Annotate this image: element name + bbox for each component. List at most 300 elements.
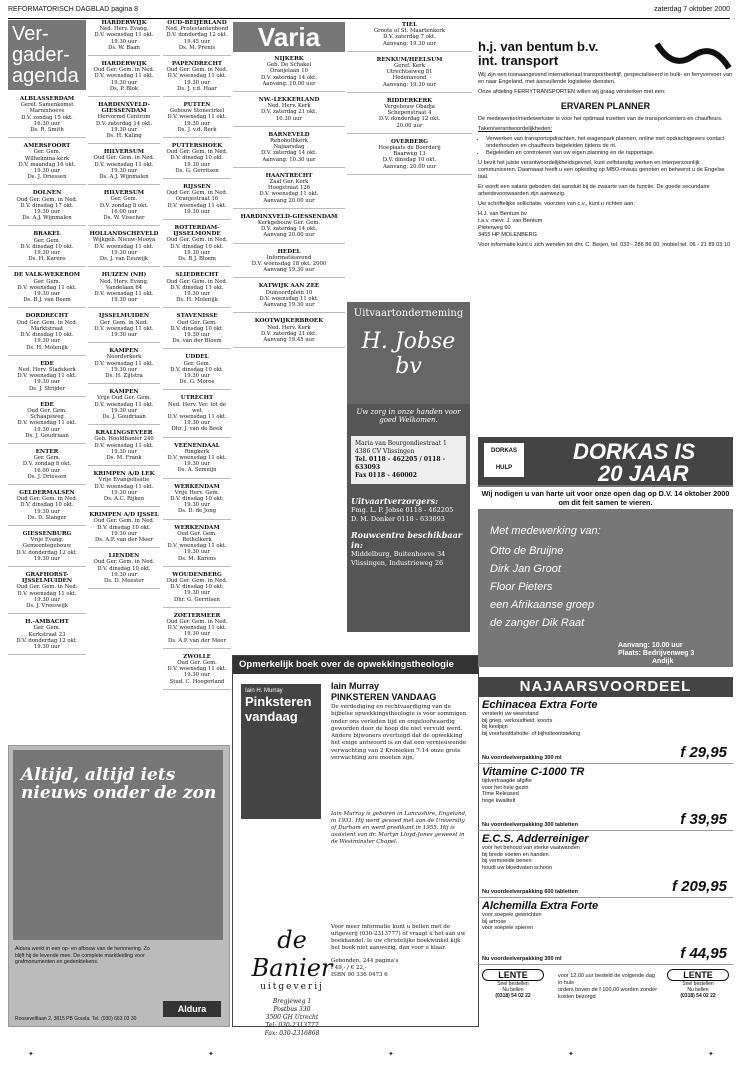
agenda-entry <box>233 249 345 279</box>
dorkas-title-2: 20 JAAR <box>598 461 689 486</box>
entry-place: PAPENDRECHT <box>171 61 223 68</box>
product-deal: Nu voordeelverpakking 600 tabletten <box>482 889 578 895</box>
jobse-tel: Tel. 0118 - 462205 / 0118 - 633093 <box>355 456 446 471</box>
jobse-top-label: Uitvaartonderneming <box>353 308 464 319</box>
price-line-3: ISBN 90 336 0473 6 <box>331 972 388 978</box>
entry-line: Ds. B.J. Bloem <box>178 256 216 263</box>
entry-line: Ned. Herv. Evang. <box>99 278 149 285</box>
entry-line: Oud Ger. Gem. in Ned. <box>16 496 78 503</box>
register-mark-icon: ✦ <box>708 1051 714 1058</box>
dorkas-person-3: Floor Pieters <box>490 581 553 593</box>
publisher-name: de Banier <box>251 926 333 982</box>
entry-line: D.V. woensdag 11 okt. <box>259 295 319 302</box>
entry-line: D.V. woensdag 11 okt. <box>167 454 227 461</box>
entry-line: D.V. woensdag 18 okt. 2000 <box>251 261 327 268</box>
agenda-entry <box>233 283 345 313</box>
entry-line: Ds. M. Frank <box>106 454 142 461</box>
book-cover <box>241 684 321 819</box>
entry-line: Dhr. J. van de Beek <box>171 426 223 433</box>
agenda-entry <box>88 190 160 226</box>
register-mark-icon: ✦ <box>28 1051 34 1058</box>
agenda-entry <box>163 354 231 390</box>
entry-line: D.V. zondag 8 okt. <box>99 202 149 209</box>
entry-line: 10.30 uur <box>275 115 303 122</box>
lente-footer <box>478 969 733 1019</box>
entry-place: HARDERWIJK <box>101 61 147 68</box>
entry-line: Ger. Gem. in Ned. <box>99 319 149 326</box>
order-text: Voor meer informatie kunt u bellen met de uitgeverij (030-2313777) of vraagt u het aan uw boekhandel. Ie uw christelijke boekwinkel kijk het boek niet aanwezig, dan voor u klaar. <box>331 924 466 951</box>
publisher-sub: uitgeverij <box>260 982 324 992</box>
entry-line: 19.30 uur <box>183 420 211 427</box>
agenda-entry <box>8 272 86 308</box>
agenda-entry <box>88 389 160 425</box>
entry-line: Ned. Herv. Stadskerk <box>18 366 76 373</box>
entry-line: Ds. H. Kaling <box>106 133 142 140</box>
entry-line: D.V. woensdag 11 okt. <box>167 666 227 673</box>
entry-line: Wilhelmina-kerk <box>24 155 70 162</box>
jobse-contact <box>351 436 466 484</box>
agenda-title-line-2: gader- <box>12 44 70 66</box>
entry-line: Oud Ger. Gem. in Ned. <box>93 559 155 566</box>
entry-place: KRIMPEN A/D LEK <box>93 471 155 478</box>
entry-place: BRAKEL <box>33 231 61 238</box>
apply-address-3: Pieterweg 60 <box>478 225 511 231</box>
entry-line: 19.30 uur <box>33 250 61 257</box>
agenda-entry <box>88 20 160 56</box>
lente-right-line-2: Nu bellen <box>687 987 709 993</box>
entry-place: TIEL <box>401 22 418 28</box>
agenda-column-2 <box>88 20 160 740</box>
varia-list-2 <box>347 22 472 175</box>
product-list <box>478 697 733 965</box>
running-header <box>8 6 730 19</box>
entry-line: 19.30 uur <box>110 297 138 304</box>
agenda-entry <box>233 318 345 348</box>
entry-line: Aanvang 20.00 uur <box>263 197 315 204</box>
entry-line: Oud Ger. Gem. in Ned. <box>16 319 78 326</box>
product-feature: bij brede voeten en handen <box>482 851 549 858</box>
agenda-entry <box>163 484 231 520</box>
agenda-title-line-1: Ver- <box>12 23 49 45</box>
entry-place: OUD-BEIJERLAND <box>167 20 227 26</box>
entry-line: 20.00 uur <box>396 122 423 129</box>
varia-list-1 <box>233 56 345 348</box>
entry-line: D.V. woensdag 11 okt. <box>94 442 154 449</box>
product-deal: Nu voordeelverpakking 300 ml <box>482 755 562 761</box>
lente-left-line-1: Snel bestellen <box>497 981 529 987</box>
agenda-entry <box>163 272 231 308</box>
entry-line: Oud Ger. Gem. in Ned. <box>166 190 228 197</box>
publisher-address <box>247 998 337 1038</box>
agenda-entry <box>88 553 160 589</box>
entry-place: RENKUM/HEELSUM <box>376 56 443 63</box>
entry-place: PUTTERSHOEK <box>171 143 223 150</box>
entry-place: EDE <box>40 360 54 367</box>
product-price: f 44,95 <box>680 945 727 962</box>
entry-line: Ds. A. Semeijn <box>177 467 217 474</box>
entry-line: D.V. donderdag 12 okt. <box>378 116 441 123</box>
product-feature: voor het hele gezin <box>482 784 529 791</box>
entry-line: Ds. J. Strijder <box>28 385 66 392</box>
entry-line: D.V. dinsdag 10 okt. <box>20 502 74 509</box>
entry-line: 19.30 uur <box>110 489 138 496</box>
dorkas-person-2: Dirk Jan Groot <box>490 563 561 575</box>
agenda-column-1 <box>8 20 86 740</box>
entry-line: Ds. A.J. Wijnmalen <box>22 215 72 222</box>
agenda-entry <box>88 430 160 466</box>
memorial-text: Aldura werkt in een op- en afbouw van de herinnering. Zo blijft hij de levende mee. De complete marktleiding voor grafmonumenten en gedenktekens. <box>15 946 150 965</box>
entry-line: Najaarsdag <box>273 144 305 151</box>
agenda-entry <box>163 184 231 220</box>
entry-place: BARNEVELD <box>268 131 310 138</box>
entry-line: D.V. dinsdag 10 okt. <box>170 155 224 162</box>
entry-line: 19.30 uur <box>183 461 211 468</box>
agenda-entry <box>8 490 86 526</box>
agenda-entry <box>233 56 345 92</box>
entry-line: 16.00 uur <box>33 467 61 474</box>
entry-line: Ger. Gem. <box>33 149 61 156</box>
entry-line: Ds. J. van Eeuwijk <box>99 256 149 263</box>
agenda-entry <box>8 143 86 185</box>
publisher-fax: Fax: 030-2316868 <box>264 1030 320 1037</box>
entry-line: Oranjestraat 16 <box>175 196 219 203</box>
entry-line: Ned. Protestantenbond <box>165 26 229 33</box>
jobse-place-1: Middelburg, Buitenhoeve 34 <box>351 550 446 558</box>
entry-place: STAVENISSE <box>176 313 218 320</box>
entry-line: Aanvang 19.45 uur <box>263 336 315 343</box>
entry-line: 19.30 uur <box>33 596 61 603</box>
entry-line: Ned. Herv. Ver. tot de wet <box>168 401 226 414</box>
entry-line: Duinoordplein 10 <box>265 289 313 296</box>
entry-line: 19.30 uur <box>183 549 211 556</box>
jobse-fax: Fax 0118 - 460002 <box>355 472 417 479</box>
entry-line: Oud Ger. Gem. in Ned. <box>93 67 155 74</box>
agenda-entry <box>347 98 472 134</box>
entry-place: HILVERSUM <box>103 190 145 197</box>
entry-line: Marnixhoeve <box>29 108 65 115</box>
varia-column-2 <box>347 22 472 297</box>
najaar-title: NAJAARSVOORDEEL <box>478 677 733 697</box>
entry-line: D.V. woensdag 11 okt. <box>259 191 319 198</box>
entry-line: D.V. woensdag 11 okt. <box>167 625 227 632</box>
entry-line: 19.30 uur <box>33 209 61 216</box>
apply-address-4: 3455 HP MOLENBERG <box>478 232 537 238</box>
agenda-entry <box>88 61 160 97</box>
entry-line: Ds. B.J. van Beem <box>23 297 71 304</box>
entry-line: Vrije Herv. Gem. <box>174 489 220 496</box>
entry-line: Ger. Gem. <box>33 455 61 462</box>
entry-line: Ds. D. Meester <box>104 578 144 585</box>
product-item <box>478 831 733 898</box>
entry-line: D.V. woensdag 11 okt. <box>94 32 154 39</box>
agenda-entry <box>88 102 160 144</box>
entry-place: NIJKERK <box>274 56 304 62</box>
entry-line: Zaal Ger. Kerk <box>269 179 309 186</box>
entry-line: D.V. dinsdag 17 okt. <box>20 202 74 209</box>
entry-line: Oud Ger. Gem. in Ned. <box>93 155 155 162</box>
entry-line: Vrije Evangelisatie <box>98 477 150 484</box>
product-deal: Nu voordeelverpakking 300 ml <box>482 956 562 962</box>
entry-line: Ger. Gem. <box>110 196 138 203</box>
apply-text: Uw schriftelijke sollicitatie, voorzien van c.v., kunt u richten aan: <box>478 201 635 207</box>
offer-text: Er wordt een salaris geboden dat aansluit bij de zwaarte van de functie. De goede secundaire arbeidsvoorwaarden zijn aanwezig. <box>478 184 710 197</box>
entry-line: Aanvang: 20.00 uur <box>382 163 437 170</box>
entry-line: 16.00 uur <box>110 208 138 215</box>
agenda-entry <box>163 225 231 267</box>
entry-line: Oud Ger. Gem. <box>177 319 217 326</box>
agenda-entry <box>163 102 231 138</box>
entry-line: 19.30 uur <box>33 379 61 386</box>
entry-place: HUIZEN (NH) <box>101 272 147 279</box>
profile-text: U bezit het juiste verantwoordelijkheidsgevoel, kunt zelfstandig werken en interpersoonlijk communiceren. Daarnaast heeft u een opleiding op MBO-niveau genoten en beheerst u de Engelse taal. <box>478 160 725 180</box>
product-feature: tijdvertraagde afgifte <box>482 778 532 784</box>
entry-line: Noorderkerk <box>106 354 142 361</box>
lente-right <box>667 969 729 999</box>
entry-place: HARDINXVELD-GIESSENDAM <box>240 213 338 220</box>
entry-line: D.V. woensdag 11 okt. <box>167 413 227 420</box>
jobse-place-2: Vlissingen, Industrieweg 26 <box>351 559 444 567</box>
entry-line: Ds. W. Visscher <box>103 215 145 222</box>
product-deal: Nu voordeelverpakking 300 tabletten <box>482 822 578 828</box>
lente-middle-2: orders boven de f 100,00 worden zonder kosten bezorgd <box>558 987 658 1000</box>
apply-address <box>478 211 733 239</box>
entry-line: Hedenavond <box>392 75 427 82</box>
task-item: • Verwerken van transportopdrachten, het wagenpark plannen, online met opdrachtgevers contact onderhouden en chauffeurs begeleiden tijdens de rit. <box>486 136 733 150</box>
vanbentum-sub: int. transport <box>478 53 559 68</box>
entry-line: 19.30 uur <box>183 120 211 127</box>
register-mark-icon: ✦ <box>388 1051 394 1058</box>
entry-place: NW.-LEKKERLAND <box>258 97 320 104</box>
entry-line: D.V. dinsdag 10 okt. <box>170 325 224 332</box>
agenda-entry <box>8 361 86 397</box>
publisher-address-3: 3500 GH Utrecht <box>265 1014 319 1021</box>
book-title: PINKSTEREN VANDAAG <box>331 692 437 702</box>
entry-place: GELDERMALSEN <box>19 489 75 496</box>
apply-address-1: H.J. van Bentum bv <box>478 211 527 217</box>
product-price: f 39,95 <box>680 811 727 828</box>
entry-line: Ds. G. Gerritsen <box>175 167 219 174</box>
agenda-entry <box>8 402 86 444</box>
entry-line: D.V. zaterdag 21 okt. <box>260 109 317 116</box>
entry-line: 19.30 uur <box>33 644 61 651</box>
entry-place: WERKENDAM <box>174 524 220 531</box>
entry-line: Ds. R. Smith <box>30 127 64 134</box>
entry-line: D.V. dinsdag 11 okt. <box>170 284 224 291</box>
entry-place: KAMPEN <box>109 348 139 355</box>
agenda-entry <box>347 57 472 93</box>
aldura-logo: Aldura <box>163 1001 221 1017</box>
agenda-entry <box>233 214 345 244</box>
entry-place: OVERBERG <box>390 138 429 145</box>
entry-line: Geref. Samenkomst <box>20 102 74 109</box>
entry-line: Dhr. G. Gerritsen <box>174 596 220 603</box>
order-info <box>331 924 471 979</box>
entry-place: UTRECHT <box>180 395 214 402</box>
entry-place: LIENDEN <box>108 553 140 560</box>
entry-place: DOLNEN <box>32 190 62 197</box>
task-item: • Begeleiden en controleren van uw eigen planning en de rapportage. <box>486 150 733 157</box>
entry-line: Ds. van der Bloem <box>172 338 222 345</box>
register-mark-icon: ✦ <box>568 1051 574 1058</box>
agenda-entry <box>163 654 231 690</box>
entry-line: 19.30 uur <box>183 672 211 679</box>
vanbentum-logo-icon <box>653 40 733 72</box>
entry-line: 19.30 uur <box>33 291 61 298</box>
entry-line: Ds. J. Driessen <box>27 174 67 181</box>
agenda-entry <box>163 572 231 608</box>
jobse-name: H. Jobse bv <box>361 329 456 379</box>
entry-line: Oud Ger. Gem. Bethelkerk <box>177 530 217 543</box>
publisher-address-1: Bregjeweg 1 <box>272 998 312 1005</box>
entry-place: UDDEL <box>185 354 209 361</box>
product-feature: versterkt uw weerstand <box>482 711 539 717</box>
entry-line: Ds. J. Goudriaan <box>25 432 69 439</box>
entry-line: D.V. woensdag 11 okt. <box>167 202 227 209</box>
agenda-column-3 <box>163 20 231 740</box>
product-price: f 209,95 <box>671 878 727 895</box>
book-cover-author: Iain H. Murray <box>245 688 283 694</box>
entry-line: Ds. G. Moree <box>179 379 215 386</box>
jobse-person-2: D. M. Donker 0118 - 633093 <box>351 515 445 523</box>
agenda-entry <box>8 619 86 655</box>
entry-line: D.V. zondag 8 okt. <box>22 461 72 468</box>
entry-line: Hervormd Centrum <box>97 114 151 121</box>
entry-line: Rehobothkerk <box>270 138 308 145</box>
agenda-entry <box>8 449 86 485</box>
agenda-title-box <box>8 20 86 90</box>
entry-line: Ds. J. Driessen <box>27 473 67 480</box>
entry-line: Aanvang 19.30 uur <box>263 267 315 274</box>
lente-logo-right: LENTE <box>667 969 729 981</box>
entry-place: KATWIJK AAN ZEE <box>258 283 320 290</box>
entry-place: ALBLASSERDAM <box>19 96 75 102</box>
agenda-entry <box>347 22 472 52</box>
entry-place: KAMPEN <box>109 389 139 396</box>
apply-address-2: t.a.v. mevr. J. van Bentum <box>478 218 543 224</box>
product-feature: bij keelpijn <box>482 724 508 730</box>
entry-line: 19.30 uur <box>110 571 138 578</box>
agenda-entry <box>163 313 231 349</box>
entry-place: IJSSELMUIDEN <box>98 313 150 320</box>
entry-place: H.-AMBACHT <box>25 619 69 626</box>
product-item <box>478 764 733 831</box>
entry-line: D.V. woensdag 11 okt. <box>17 373 77 380</box>
entry-line: Informatieavond <box>266 254 312 261</box>
entry-line: Baarweg 13 <box>393 151 426 158</box>
entry-line: 19.30 uur <box>183 208 211 215</box>
agenda-entry <box>88 512 160 548</box>
lente-middle-1: voor 12.00 uur besteld de volgende dag in huis <box>558 973 655 986</box>
entry-place: DE VALK-WEKEROM <box>13 272 81 279</box>
aldura-advertisement <box>8 745 230 1027</box>
entry-place: HOLLANDSCHEVELD <box>89 231 159 238</box>
entry-line: Vergebouw Obadja <box>384 104 435 111</box>
entry-line: D.V. zaterdag 14 okt. <box>260 150 317 157</box>
entry-line: Oud Ger. Gem. in Ned. <box>166 237 228 244</box>
agenda-entry <box>88 471 160 507</box>
entry-line: Ds. A.J. Wijnmalen <box>99 174 149 181</box>
agenda-entry <box>163 20 231 56</box>
dorkas-with-label: Met medewerking van: <box>490 525 601 537</box>
entry-line: 19.30 uur <box>110 407 138 414</box>
agenda-entry <box>233 173 345 209</box>
entry-place: KRIMPEN A/D IJSSEL <box>89 512 159 519</box>
entry-line: D.V. zaterdag 14 okt. <box>260 74 317 81</box>
entry-line: D.V. dinsdag 10 okt. <box>170 243 224 250</box>
banier-advertisement <box>232 655 479 1037</box>
jobse-city: 4386 CV Vlissingen <box>355 448 415 455</box>
entry-line: Ger. Gem. <box>33 625 61 632</box>
entry-line: 19.30 uur <box>183 590 211 597</box>
entry-line: Vrije Evang. <box>30 537 64 544</box>
jobse-rooms-label: Rouwcentra beschikbaar in: <box>351 530 462 550</box>
entry-line: Ds. H. Molenijk <box>26 344 68 351</box>
entry-line: Ds. D. Slanger <box>27 514 67 521</box>
product-feature: bij vermoeide benen <box>482 858 532 864</box>
entry-line: D.V. woensdag 11 okt. <box>94 360 154 367</box>
memorial-caption-1: Altijd, altijd iets <box>21 765 176 785</box>
entry-line: Ds. W. Baan <box>108 44 140 51</box>
entry-line: 19.30 uur <box>110 331 138 338</box>
book-author: Iain Murray <box>331 681 380 691</box>
agenda-entry <box>8 231 86 267</box>
entry-line: Oud Ger. Gem. in Ned. <box>93 518 155 525</box>
entry-line: Oud Ger. Gem. in Ned. <box>16 584 78 591</box>
dorkas-person-1: Otto de Bruijne <box>490 545 564 557</box>
entry-line: Schepenstraat 4 <box>387 110 432 117</box>
entry-line: D.V. donderdag 12 okt. <box>16 549 78 556</box>
entry-line: 19.30 uur <box>33 555 61 562</box>
agenda-entry <box>8 531 86 567</box>
book-description: De verdediging en rechtvaardiging van de bijbelse opwekkingstheologie is voor sommigen onder ons verleden tijd en ongeloofwaardig geworden door de hoop die niet vervuld werd. Andere bijwoners overtuigd dat de opwekking het enige antwoord is en dat een vernieuwende verwachting van 2 Kronieken 7:14 onze grote verwachting zou moeten zijn. <box>331 704 467 762</box>
agenda-list-1 <box>8 96 86 655</box>
product-name: Echinacea Extra Forte <box>482 699 598 711</box>
entry-line: 19.30 uur <box>110 366 138 373</box>
product-feature: houdt uw bloedvaten schoon <box>482 864 553 871</box>
entry-line: D.V. woensdag 11 okt. <box>94 290 154 297</box>
dorkas-person-4: een Afrikaanse groep <box>490 599 595 611</box>
entry-place: SLIEDRECHT <box>175 272 219 279</box>
entry-line: Ds. H. Karens <box>28 256 66 263</box>
najaarsvoordeel-advertisement <box>478 677 733 1037</box>
entry-place: HARDERWIJK <box>101 20 147 26</box>
agenda-entry <box>163 395 231 437</box>
entry-line: Ringkerk <box>184 448 210 455</box>
entry-place: GRAFHORST-IJSSELMUIDEN <box>21 571 73 585</box>
agenda-entry <box>8 190 86 226</box>
jobse-top <box>347 302 470 404</box>
product-feature: voor soepele gewrichten <box>482 912 542 918</box>
entry-line: Ned. Herv. Kerk <box>267 324 311 331</box>
product-item <box>478 697 733 764</box>
entry-line: D.V. dinsdag 10 okt. <box>170 366 224 373</box>
entry-line: Vrije Oud Ger. Gem. <box>96 395 152 402</box>
entry-line: Schaapsweg <box>30 414 64 421</box>
lente-left-line-2: Nu bellen <box>502 987 524 993</box>
entry-line: 19.30 uur <box>110 448 138 455</box>
entry-line: Ds. J. v.d. Berk <box>177 126 217 133</box>
dorkas-aanvang: Aanvang: 10.00 uur <box>618 642 683 649</box>
entry-line: 19.30 uur <box>183 502 211 509</box>
entry-line: D.V. woensdag 11 okt. <box>17 590 77 597</box>
entry-line: Oud Ger. Gem. in Ned. <box>166 149 228 156</box>
jobse-verzorgers-label: Uitvaartverzorgers: <box>351 496 439 506</box>
entry-line: Oud Ger. Gem. <box>177 660 217 667</box>
dorkas-invitation: Wij nodigen u van harte uit voor onze open dag op D.V. 14 oktober 2000 om dit feit samen te vieren. <box>478 487 733 509</box>
entry-line: 19.30 uur <box>33 426 61 433</box>
entry-line: Stud. C. Hoogerland <box>169 678 225 685</box>
entry-line: Ds. M. Karens <box>177 555 217 562</box>
